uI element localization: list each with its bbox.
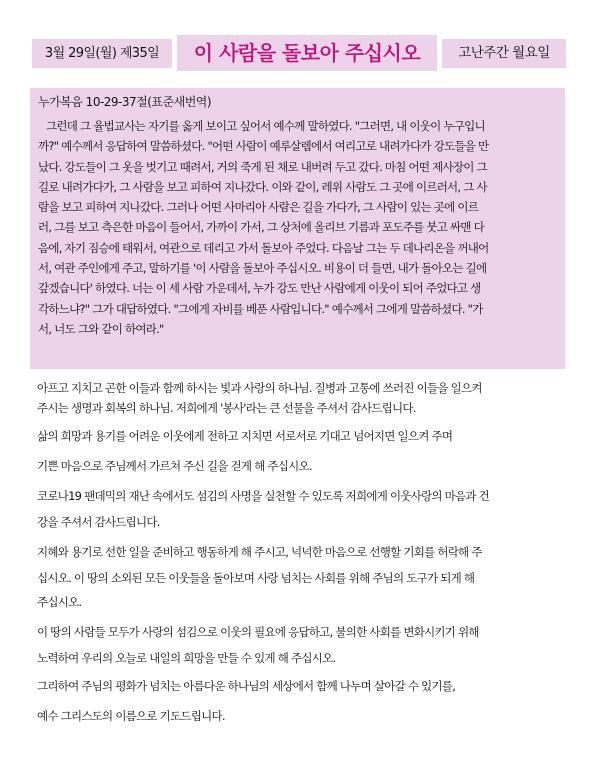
prayer-line: 예수 그리스도의 이름으로 기도드립니다. <box>37 709 225 723</box>
prayer-line: 십시오. 이 땅의 소외된 모든 이웃들을 돌아보며 사랑 넘치는 사회를 위해 주님의 도구가 되게 해 <box>37 571 475 585</box>
prayer-line: 기쁜 마음으로 주님께서 가르쳐 주신 길을 걷게 해 주십시오. <box>37 459 312 473</box>
scripture-line: 길로 내려가다가, 그 사람을 보고 피하여 지나갔다. 이와 같이, 레위 사람도 그 곳에 이르러서, 그 사 <box>38 179 487 194</box>
scripture-line: 서, 너도 그와 같이 하여라." <box>38 321 164 336</box>
prayer-line: 그리하여 주님의 평화가 넘치는 아름다운 하나님의 세상에서 함께 나누며 살아갈 수 있기를, <box>37 679 456 693</box>
scripture-line: 러, 그를 보고 측은한 마음이 들어서, 가까이 가서, 그 상처에 올리브 기름과 포도주를 붓고 싸맨 다 <box>38 220 484 235</box>
prayer-line: 지혜와 용기로 선한 일을 준비하고 행동하게 해 주시고, 넉넉한 마음으로 선행할 기회를 허락해 주 <box>37 545 482 559</box>
prayer-line: 주시는 생명과 회복의 하나님. 저희에게 '봉사'라는 큰 선물을 주셔서 감사드립니다. <box>37 401 416 415</box>
prayer-line: 코로나19 팬데믹의 재난 속에서도 섬김의 사명을 실천할 수 있도록 저희에게 이웃사랑의 마음과 건 <box>37 489 489 503</box>
prayer-line: 노력하여 우리의 오늘로 내일의 희망을 만들 수 있게 해 주십시오. <box>37 651 336 665</box>
date-label: 3월 29일(월) 제35일 <box>32 39 172 68</box>
scripture-line: 서, 여관 주인에게 주고, 말하기를 '이 사람을 돌보아 주십시오. 비용이 더 들면, 내가 돌아오는 길에 <box>38 261 487 276</box>
prayer-line: 주십시오. <box>37 595 82 609</box>
prayer-line: 이 땅의 사람들 모두가 사랑의 섬김으로 이웃의 필요에 응답하고, 불의한 사회를 변화시키기 위해 <box>37 625 479 639</box>
scripture-line: 까?" 예수께서 응답하여 말씀하셨다. "어떤 사람이 예루살렘에서 여리고로 내려가다가 강도들을 만 <box>38 139 489 154</box>
prayer-line: 삶의 희망과 용기를 어려운 이웃에게 전하고 지치면 서로서로 기대고 넘어지면 일으켜 주며 <box>37 429 453 443</box>
scripture-line: 났다. 강도들이 그 옷을 벗기고 때려서, 거의 죽게 된 채로 내버려 두고 갔다. 마침 어떤 제사장이 그 <box>38 159 487 174</box>
scripture-box <box>30 88 565 369</box>
scripture-line: 그런데 그 율법교사는 자기를 옳게 보이고 싶어서 예수께 말하였다. "그러면, 내 이웃이 누구입니 <box>46 119 485 133</box>
scripture-line: 갚겠습니다' 하였다. 너는 이 세 사람 가운데서, 누가 강도 만난 사람에게 이웃이 되어 주었다고 생 <box>38 281 481 296</box>
scripture-reference: 누가복음 10-29-37절(표준새번역) <box>38 95 212 109</box>
prayer-line: 강을 주셔서 감사드립니다. <box>37 515 160 529</box>
scripture-line: 음에, 자기 짐승에 태워서, 여관으로 데리고 가서 돌보아 주었다. 다음날 그는 두 데나리온을 꺼내어 <box>38 240 489 255</box>
scripture-line: 람을 보고 피하여 지나갔다. 그러나 어떤 사마리아 사람은 길을 가다가, 그 사람이 있는 곳에 이르 <box>38 200 479 215</box>
page-title: 이 사람을 돌보아 주십시오 <box>177 35 437 71</box>
week-label: 고난주간 월요일 <box>442 39 566 68</box>
scripture-line: 각하느냐?" 그가 대답하였다. "그에게 자비를 베푼 사람입니다." 예수께서 그에게 말씀하셨다. "가 <box>38 301 483 316</box>
prayer-line: 아프고 지치고 곤한 이들과 함께 하시는 빛과 사랑의 하나님. 질병과 고통에 쓰러진 이들을 일으켜 <box>37 381 482 395</box>
